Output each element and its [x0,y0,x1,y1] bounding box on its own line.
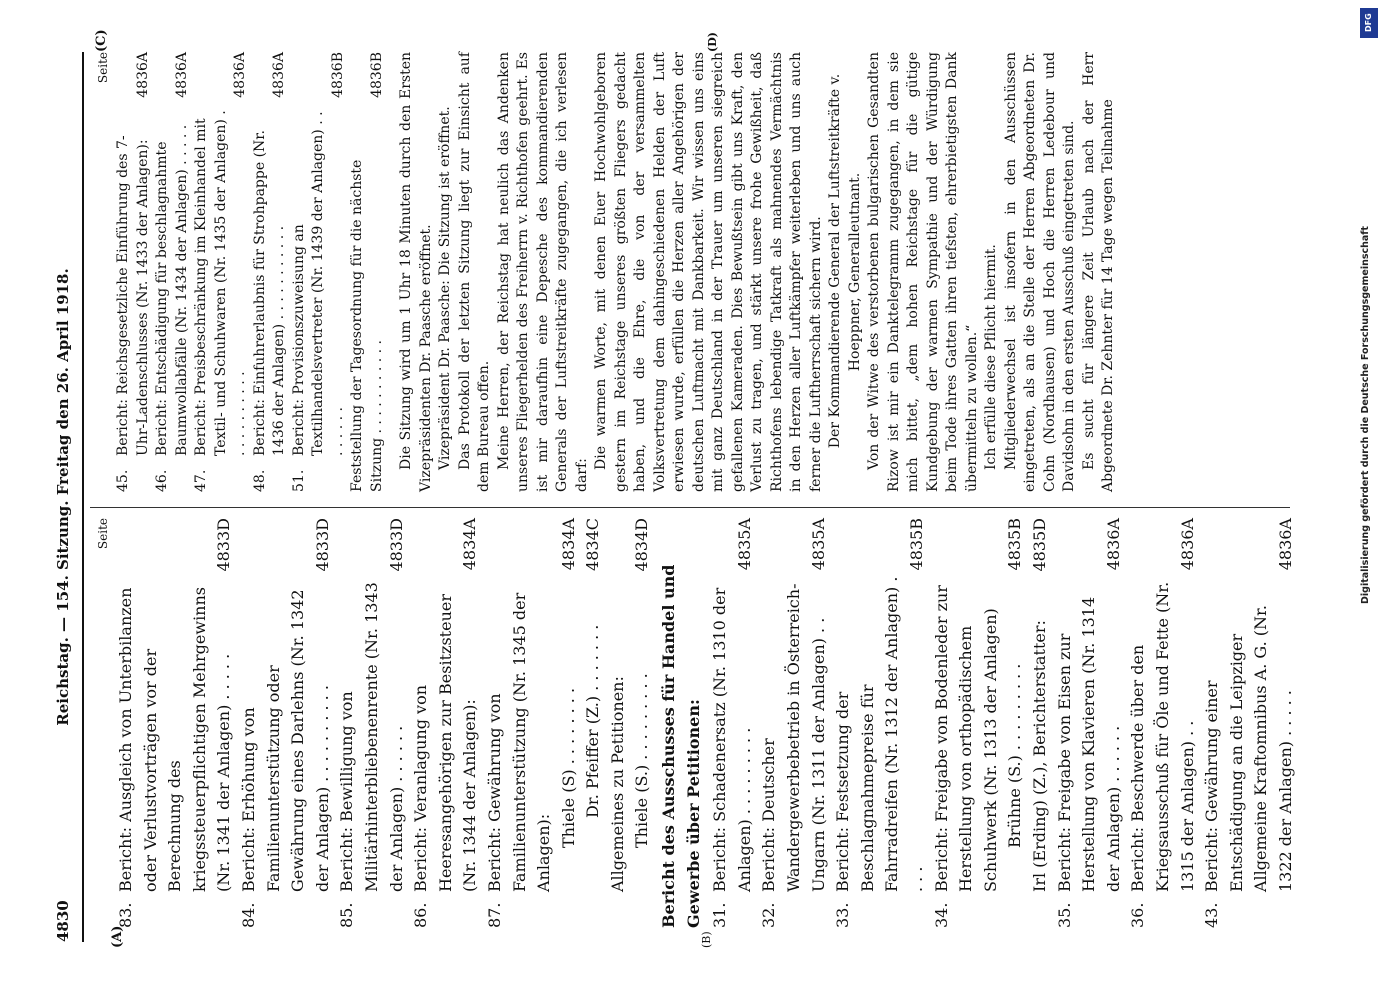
item-text: Bericht: Festsetzung der Beschlagnahmepreise für Fahrradreifen (Nr. 1312 der Anlagen) . . . . [833,576,926,892]
item-text: Bericht: Gewährung einer Entschädigung an die Leipziger Allgemeine Kraftomnibus A. G. (Nr. 1322 der Anlagen) . . . . . [1202,604,1295,892]
telegram-signature: Der Kommandierende General der Luftstreitkräfte v. Hoeppner, Generalleutnant. [827,73,863,449]
item-number: 83. [116,902,135,928]
speaker-name: Thiele (S.) . . . . . . . . . [632,673,652,848]
item-text: Bericht: Bewilligung von Militärhinterbliebenenrente (Nr. 1343 der Anlagen) . . . . . . [337,582,406,892]
item-number: 84. [238,902,258,928]
item-page: 4835A [808,518,828,571]
item-text: Bericht: Deutscher Wandergewerbebetrieb in Österreich-Ungarn (Nr. 1311 der Anlagen) . . [759,583,828,892]
item-text: Bericht: Schadenersatz (Nr. 1310 der Anlagen) . . . . . . . . . [710,587,754,892]
toc-item [1053,518,1127,928]
dfg-logo: DFG [1360,8,1378,38]
toc-item [290,52,349,492]
toc-item [831,518,929,928]
item-page: 4833D [312,518,332,572]
toc-item [930,518,1004,928]
toc-item [708,518,757,928]
speaker-entry [1003,518,1028,928]
item-number: 36. [1128,902,1148,928]
right-column [94,52,1119,492]
speaker-entry [1028,518,1053,928]
item-number: 43. [1202,902,1222,928]
item-page: 4836A [134,52,151,98]
item-text: Feststellung der Tagesordnung für die nächste Sitzung . . . . . . . . . . . [349,159,385,492]
column-divider [90,507,1290,508]
speaker-name: Thiele (S) . . . . . . . . [558,687,578,848]
digitization-credit-strip [1356,0,1383,1000]
margin-marker-a: (A) [110,925,125,948]
toc-item [192,52,251,492]
item-page: 4834A [460,518,480,571]
section-heading: Bericht des Ausschusses für Handel und Gewerbe über Petitionen: [659,564,703,928]
page-header [50,52,78,942]
paragraph: Die Sitzung wird um 1 Uhr 18 Minuten durch den Ersten Vizepräsidenten Dr. Paasche eröffnet. [398,52,434,492]
item-text: Bericht: Provisionszuweisung an Textilhandelsvertreter (Nr. 1439 der Anlagen) . . . . . . . . [290,111,346,456]
item-number: 45. [115,469,131,492]
item-page: 4833D [214,518,234,572]
paragraph: Ich erfülle diese Pflicht hiermit. [983,244,999,470]
speaker-name: Irl (Erding) (Z.), Berichterstatter: [1029,620,1049,892]
subheading [606,518,631,928]
item-number: 86. [411,902,431,928]
item-page: 4836A [1177,518,1197,571]
item-page: 4833D [386,518,406,572]
speaker-name: Dr. Pfeiffer (Z.) . . . . . . . [583,624,603,818]
toc-item [1200,518,1298,928]
toc-item [153,52,192,492]
digitization-credit: Digitalisierung gefördert durch die Deutsche Forschungsgemeinschaft [1360,226,1371,604]
item-number: 48. [251,469,268,492]
item-page: 4835B [907,518,926,571]
quoted-telegram: Die warmen Worte, mit denen Euer Hochwohlgeboren gestern im Reichstage unseres größten Fliegers gedacht haben, und die Ehre, die von der versammelten Volksvertretung dem dahingeschiedenen Helden der Luft erwiesen wurde, erfüllen die Herzen aller Angehörigen der deutschen Luftmacht mit Dankbarkeit. Wir wissen uns eins mit ganz Deutschland in der Trauer um unseren siegreich gefallenen Kameraden. Dies Bewußtsein gibt uns Kraft, den Verlust zu tragen, und stärkt unsere frohe Gewißheit, daß Richthofens lebendige Tatkraft als mahnendes Vermächtnis in den Herzen aller Luftkämpfer weiterleben und uns auch ferner die Luftherrschaft sichern wird. [593,52,824,492]
speaker-page: 4834D [632,518,652,572]
item-page: 4835A [734,518,754,571]
speaker-entry [581,518,606,928]
item-text: Bericht: Einfuhrerlaubnis für Strohpappe (Nr. 1436 der Anlagen) . . . . . . . . . . . [251,130,287,456]
page-title: Reichstag. — 154. Sitzung. Freitag den 26. April 1918. [54,268,72,726]
seite-label: Seite [96,52,110,84]
item-number: 34. [931,902,951,928]
item-number: 32. [759,902,779,928]
paragraph: Meine Herren, der Reichstag hat neulich das Andenken unseres Fliegerhelden des Freiherrn v. Richthofen geehrt. Es ist mir daraufhin eine Depesche des kommandierenden Generals der Luftstreitkräfte zugegangen, die ich verlesen darf: [495,52,590,492]
item-text: Bericht: Preisbeschränkung im Kleinhandel mit Textil- und Schuhwaren (Nr. 1435 der Anlagen) . . . . . . . . . . . [193,110,248,456]
toc-item [409,518,483,928]
toc-item [251,52,290,492]
item-text: Bericht: Erhöhung von Familienunterstützung oder Gewährung eines Darlehns (Nr. 1342 der Anlagen) . . . . . . . . . . [238,589,332,892]
paragraph: Von der Witwe des verstorbenen bulgarischen Gesandten Rizow ist mir ein Danktelegramm zugegangen, in dem sie mich bittet, „dem hohen Reichstage für die gütige Kundgebung der warmen Sympathie und der Würdigung beim Tode ihres Gatten ihren tiefsten, ehrerbietigsten Dank übermitteln zu wollen.“ [866,52,980,492]
speaker-page: 4835D [1029,518,1049,572]
item-number: 51. [290,469,307,492]
item-page: 4836A [271,52,287,98]
item-number: 46. [154,469,170,492]
item-page: 4836A [1275,518,1295,571]
speaker-page: 4835B [1005,518,1025,571]
paragraph: Mitgliederwechsel ist insofern in den Ausschüssen eingetreten, als an die Stelle der Herren Abgeordneten Dr. Cohn (Nordhausen) und Hoch die Herren Ledebour und Davidsohn in den ersten Ausschuß eingetreten sind. [1002,52,1077,492]
header-rule [82,52,84,942]
toc-item [348,52,387,492]
item-text: Bericht: Freigabe von Bodenleder zur Herstellung von orthopädischem Schuhwerk (Nr. 1313 der Anlagen) [931,585,1000,892]
item-page: 4836B [329,52,346,98]
page-number: 4830 [54,900,72,942]
toc-item [237,518,335,928]
item-page: 4836A [173,52,190,98]
paragraph: Das Protokoll der letzten Sitzung liegt zur Einsicht auf dem Bureau offen. [456,52,492,492]
item-number: 31. [710,902,730,928]
item-number: 33. [833,902,853,928]
speaker-page: 4834C [583,518,603,571]
item-page: 4836A [232,52,248,98]
item-number: 35. [1054,902,1074,928]
toc-item [114,52,153,492]
item-text: Bericht: Freigabe von Eisen zur Herstellung von Klavieren (Nr. 1314 der Anlagen) . . . . . . [1054,596,1123,892]
speaker-entry [630,518,655,928]
item-number: 87. [484,902,504,928]
seite-label: Seite [96,518,110,550]
item-text: Bericht: Gewährung von Familienunterstützung (Nr. 1345 der Anlagen): [484,592,554,892]
margin-marker-b: (B) [700,931,713,948]
speaker-name: Brühne (S.) . . . . . . . . . [1005,663,1025,848]
toc-item [757,518,831,928]
toc-item [335,518,409,928]
toc-item [1126,518,1200,928]
item-page: 4836B [368,52,385,98]
item-text: Bericht: Beschwerde über den Kriegsausschuß für Öle und Fette (Nr. 1315 der Anlagen) . . [1128,581,1197,892]
item-number: 47. [193,469,209,492]
paragraph: Es sucht für längere Zeit Urlaub nach der Herr Abgeordnete Dr. Zehnter für 14 Tage wegen Teilnahme [1080,52,1116,492]
item-text: Bericht: Veranlagung von Heeresangehörigen zur Besitzsteuer (Nr. 1344 der Anlagen): [411,594,480,892]
left-column [94,518,1299,928]
margin-marker-c: (C) [94,29,109,52]
item-text: Bericht: Ausgleich von Unterbilanzen oder Verlustvorträgen vor der Berechnung des kriegssteuerpflichtigen Mehrgewinns (Nr. 1341 der Anlagen) . . . . . [116,586,234,892]
margin-marker-d: (D) [706,32,719,52]
item-number: 85. [337,902,357,928]
item-page: 4836A [1103,518,1123,571]
toc-item [114,518,237,928]
subheading-text: Allgemeines zu Petitionen: [607,676,627,892]
speaker-page: 4834A [558,518,578,571]
speaker-entry [557,518,582,928]
toc-item [483,518,557,928]
item-text: Bericht: Entschädigung für beschlagnahmte Baumwollabfälle (Nr. 1434 der Anlagen) . . . . . [154,124,190,456]
item-text: Bericht: Reichsgesetzliche Einführung des 7-Uhr-Ladenschlusses (Nr. 1433 der Anlagen): [115,135,151,456]
paragraph: Vizepräsident Dr. Paasche: Die Sitzung ist eröffnet. [437,106,453,470]
